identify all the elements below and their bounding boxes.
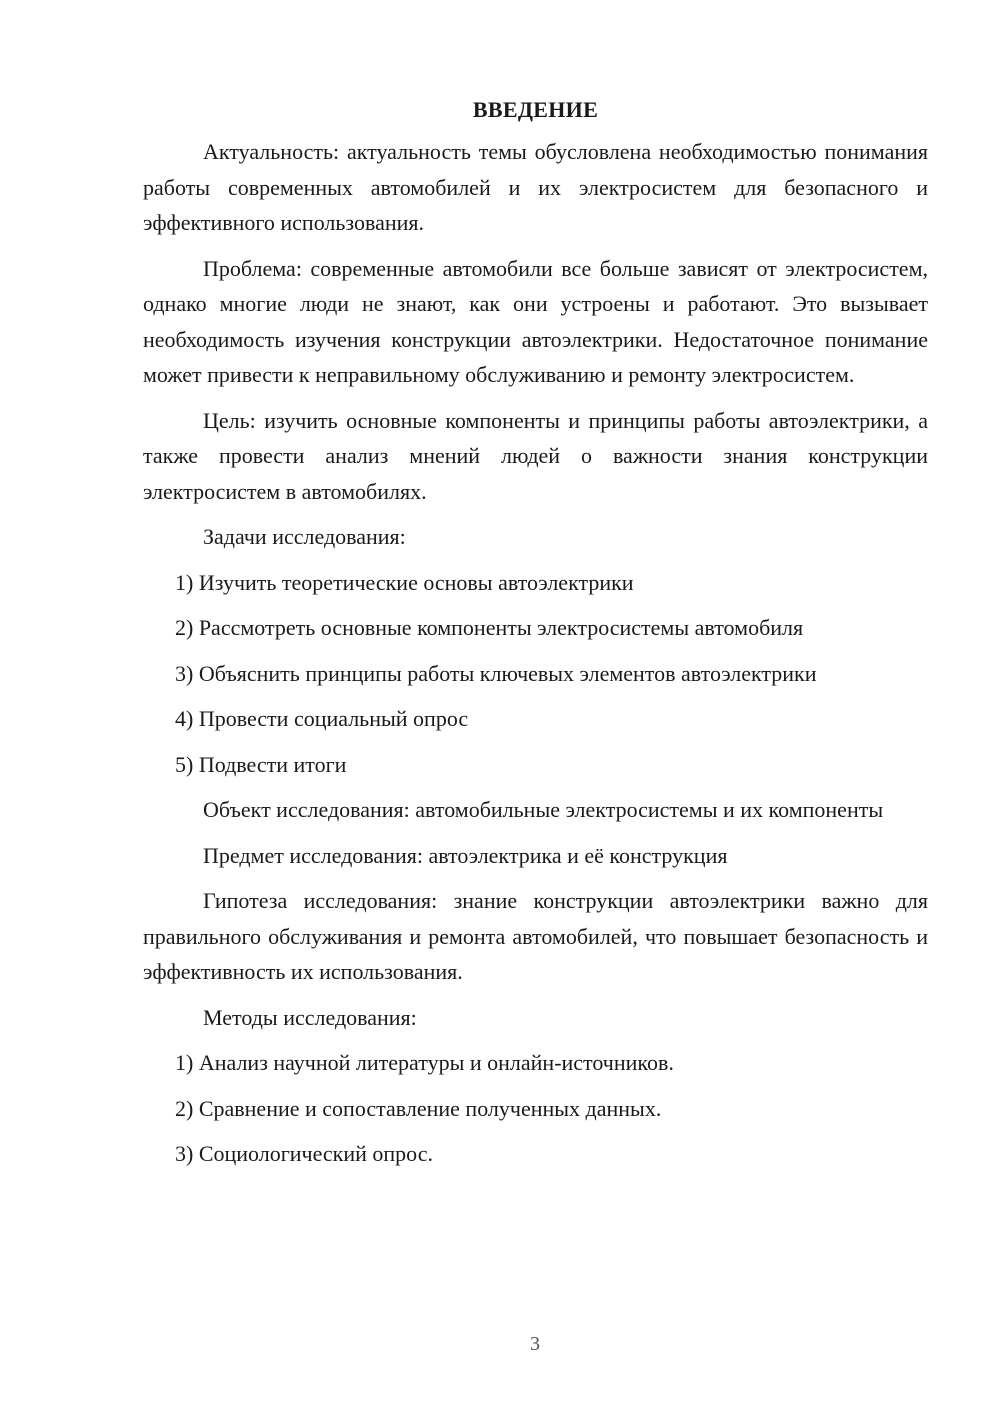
task-item: 3) Объяснить принципы работы ключевых элементов автоэлектрики	[175, 660, 817, 686]
methods-title: Методы исследования:	[203, 1004, 417, 1030]
task-item: 1) Изучить теоретические основы автоэлектрики	[175, 569, 634, 595]
goal-paragraph: Цель: изучить основные компоненты и принципы работы автоэлектрики, а также провести анализ мнений людей о важности знания конструкции электросистем в автомобилях.	[143, 407, 928, 504]
tasks-title: Задачи исследования:	[203, 524, 406, 549]
subject-paragraph: Предмет исследования: автоэлектрика и её конструкция	[203, 842, 728, 868]
method-item: 2) Сравнение и сопоставление полученных данных.	[175, 1095, 662, 1121]
document-page	[143, 92, 928, 1182]
relevance-paragraph: Актуальность: актуальность темы обусловлена необходимостью понимания работы современных автомобилей и их электросистем для безопасного и эффективного использования.	[143, 139, 928, 235]
task-item: 2) Рассмотреть основные компоненты электросистемы автомобиля	[175, 615, 804, 640]
method-item: 3) Социологический опрос.	[175, 1141, 433, 1166]
object-paragraph: Объект исследования: автомобильные электросистемы и их компоненты	[203, 797, 884, 822]
method-item: 1) Анализ научной литературы и онлайн-источников.	[175, 1050, 674, 1075]
problem-paragraph: Проблема: современные автомобили все больше зависят от электросистем, однако многие люди не знают, как они устроены и работают. Это вызывает необходимость изучения конструкции автоэлектрики. Недостаточное понимание может привести к неправильному обслуживанию и ремонту электросистем.	[143, 255, 928, 387]
section-heading: ВВЕДЕНИЕ	[472, 97, 599, 122]
hypothesis-paragraph: Гипотеза исследования: знание конструкции автоэлектрики важно для правильного обслуживания и ремонта автомобилей, что повышает безопасность и эффективность их использования.	[143, 888, 928, 984]
task-item: 5) Подвести итоги	[175, 751, 347, 777]
page-number: 3	[530, 1333, 540, 1355]
task-item: 4) Провести социальный опрос	[175, 706, 469, 731]
